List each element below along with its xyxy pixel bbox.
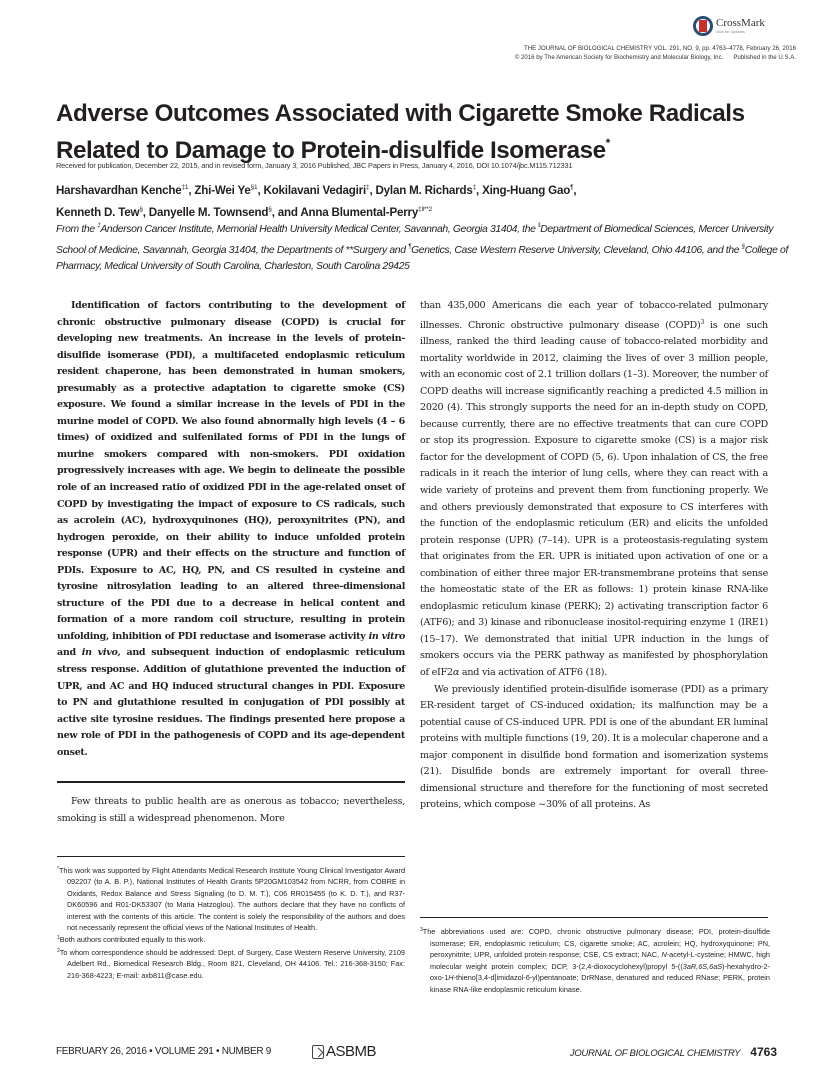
right-column xyxy=(420,298,768,814)
asbmb-logo: ASBMB xyxy=(312,1043,376,1060)
footnote-abbreviations: $^3$The abbreviations used are: COPD, chronic obstructive pulmonary disease; PDI, protein-disulfide isomerase; ER, endoplasmic reticulum; CS, cigarette smoke; AC, acrolein; HQ, hydroxyquinone; PN, peroxynitrite; UPR, unfolded protein response; CSE, CS extract; NAC, N-acetyl-L-cysteine; HMWC, high molecular weight protein complex; DCP, 3-(2,4-dioxocyclohexyl)propyl 5-((3aR,6S,6aS)-hexahydro-2-oxo-1H-thieno[3,4-d]imidazol-6-yl)pentanoate; DrRNase, denatured and reduced RNase; PERK, protein kinase RNA-like endoplasmic reticulum kinase. xyxy=(420,927,770,994)
introduction-start: Few threats to public health are as onerous as tobacco; nevertheless, smoking is still a widespread phenomenon. More xyxy=(57,796,405,824)
crossmark-icon xyxy=(693,16,713,36)
footnote-funding: *This work was supported by Flight Attendants Medical Research Institute Young Clinical Investigator Award 092207 (to A. B. P.), National Institutes of Health Grants 5P20GM103542 from NCRR, from COBRE in Oxidants, Redox Balance and Stress Signaling (to D. M. T.), C06 RR015455 (to K. D. T.), and R37-DK60596 and R01-DK53307 (to Maria Hatzoglou). The authors declare that they have no conflicts of interest with the contents of this article. The content is solely the responsibility of the authors and does not necessarily represent the official views of the National Institutes of Health. xyxy=(57,866,405,933)
footer-journal xyxy=(570,1045,777,1059)
crossmark-title: CrossMark xyxy=(716,17,765,29)
footnote-equal-contribution: $^1$Both authors contributed equally to this work. xyxy=(57,935,206,945)
author[interactable]: Danyelle M. Townsend§ xyxy=(148,206,272,219)
body-paragraph-2: We previously identified protein-disulfide isomerase (PDI) as a primary ER-resident target of CS-induced oxidation; its malfunction may be a potential cause of CS-induced UPR. PDI is one of the abundant ER luminal proteins with multiple functions (19, 20). It is a molecular chaperone and a major component in disulfide bond formation and isomerization systems (21). Disulfide bonds are extremely important for overall three-dimensional structure and therefore for the functioning of most secreted proteins, which compose ~30% of all proteins. As xyxy=(420,683,768,811)
footnote-correspondence: $^2$To whom correspondence should be addressed: Dept. of Surgery, Case Western Reserve University, 2109 Adelbert Rd., Biomedical Research Bldg., Room 821, Cleveland, OH 44106. Tel.: 216-368-3150; Fax: 216-368-4223; E-mail: axb811@case.edu. xyxy=(57,947,405,980)
asbmb-emblem-icon xyxy=(312,1045,324,1059)
footnote-divider-left xyxy=(57,856,405,857)
author[interactable]: Kenneth D. Tew§ xyxy=(56,206,143,219)
issue-info: FEBRUARY 26, 2016 • VOLUME 291 • NUMBER 9 xyxy=(56,1046,271,1057)
article-title xyxy=(56,100,786,165)
title-footnote-mark: * xyxy=(605,135,610,150)
author[interactable]: Xing-Huang Gao¶ xyxy=(482,184,574,197)
abstract-divider xyxy=(57,781,405,783)
author-list: Harshavardhan Kenche$^{\ddagger 1}$, Zhi-Wei Ye$^{\S 1}$, Kokilavani Vedagiri‡, Dylan M. Richards‡, Xing-Huang Gao¶, Kenneth D. Tew§, Danyelle M. Townsend§, and Anna Blumental-Perry$^{\ddagger‖**2}$ xyxy=(56,184,577,219)
crossmark-subtitle: click for updates xyxy=(716,29,745,34)
left-column xyxy=(57,298,405,761)
title-line-1: Adverse Outcomes Associated with Cigarette Smoke Radicals xyxy=(56,100,745,127)
author[interactable]: Anna Blumental-Perry$^{\ddagger‖**2}$ xyxy=(300,206,433,219)
author[interactable]: Kokilavani Vedagiri‡ xyxy=(263,184,370,197)
published-location: Published in the U.S.A. xyxy=(733,53,796,61)
journal-citation-line: THE JOURNAL OF BIOLOGICAL CHEMISTRY VOL. 291, NO. 9, pp. 4763–4778, February 26, 2016 xyxy=(524,45,796,52)
author[interactable]: Zhi-Wei Ye$^{\S 1}$ xyxy=(194,184,258,197)
page-number: 4763 xyxy=(750,1045,777,1059)
crossmark-badge[interactable] xyxy=(693,15,813,37)
author[interactable]: Harshavardhan Kenche$^{\ddagger 1}$ xyxy=(56,184,189,197)
footnote-divider-right xyxy=(420,917,768,918)
title-line-2: Related to Damage to Protein-disulfide Isomerase xyxy=(56,136,606,164)
affiliations: From the ‡Anderson Cancer Institute, Memorial Health University Medical Center, Savannah, Georgia 31404, the ‖Department of Biomedical Sciences, Mercer University School of Medicine, Savannah, Georgia 31404, the Departments of **Surgery and ¶Genetics, Case Western Reserve University, Cleveland, Ohio 44106, and the §College of Pharmacy, Medical University of South Carolina, Charleston, South Carolina 29425 xyxy=(56,223,789,272)
publication-history: Received for publication, December 22, 2015, and in revised form, January 3, 2016 Published, JBC Papers in Press, January 4, 2016, DOI 10.1074/jbc.M115.712331 xyxy=(56,161,573,170)
journal-header xyxy=(515,45,796,62)
abstract: Identification of factors contributing to the development of chronic obstructive pulmonary disease (COPD) is crucial for developing new treatments. An increase in the levels of protein-disulfide isomerase (PDI), a multifaceted endoplasmic reticulum resident chaperone, has been demonstrated in human smokers, presumably as a protective adaptation to cigarette smoke (CS) exposure. We found a similar increase in the levels of PDI in the murine model of COPD. We also found abnormally high levels (4 – 6 times) of oxidized and sulfenilated forms of PDI in the lungs of murine smokers compared with non-smokers. PDI oxidation progressively increases with age. We begin to delineate the possible role of an increased ratio of oxidized PDI in the age-related onset of COPD by investigating the impact of exposure to CS radicals, such as acrolein (AC), hydroxyquinones (HQ), peroxynitrites (PN), and hydrogen peroxide, on their ability to induce unfolded protein response (UPR) and their effects on the structure and function of PDIs. Exposure to AC, HQ, PN, and CS resulted in cysteine and tyrosine nitrosylation leading to an altered three-dimensional structure of the PDI due to a decrease in helical content and formation of a more random coil structure, resulting in protein unfolding, inhibition of PDI reductase and isomerase activity in vitro and in vivo, and subsequent induction of endoplasmic reticulum stress response. Addition of glutathione prevented the induction of UPR, and AC and HQ induced structural changes in PDI. Exposure to PN and glutathione resulted in conjugation of PDI possibly at active site tyrosine residues. The findings presented here propose a new role of PDI in the pathogenesis of COPD and its age-dependent onset. xyxy=(57,300,406,758)
copyright-line: © 2016 by The American Society for Biochemistry and Molecular Biology, Inc. xyxy=(514,53,724,61)
body-paragraph-1: than 435,000 Americans die each year of tobacco-related pulmonary illnesses. Chronic obstructive pulmonary disease (COPD)$^3$ is one such illness, ranked the third leading cause of tobacco-related morbidity and mortality worldwide in 2012, claiming the lives of over 3 million people, with an economic cost of 2.1 trillion dollars (1–3). Moreover, the number of COPD deaths will increase significantly reaching a predicted 4.5 million in 2020 (4). This strongly supports the need for an in-depth study on COPD, because currently, there are no effective treatments that can cure COPD or stop its progression. Exposure to cigarette smoke (CS) is a major risk factor for the development of COPD (5, 6). Upon inhalation of CS, the free radicals in it reach the interior of lung cells, where they can react with a wide variety of proteins and prevent them from functioning properly. We and others previously demonstrated that exposure to CS interferes with the function of the endoplasmic reticulum (ER) and elicits the unfolded protein response (UPR) (7–14). UPR is a proteostasis-regulating system that originates from the ER. UPR is initiated upon activation of one or a combination of either three major ER-transmembrane proteins that sense the homeostatic state of the ER as follows: 1) protein kinase RNA-like endoplasmic reticulum kinase (PERK); 2) activating transcription factor 6 (ATF6); and 3) kinase and ribonuclease inositol-requiring enzyme 1 (IRE1) (15–17). We demonstrated that initial UPR induction in the lungs of smokers occurs via the PERK pathway as manifested by phosphorylation of eIF2α and via activation of ATF6 (18). xyxy=(420,300,768,679)
journal-name: JOURNAL OF BIOLOGICAL CHEMISTRY xyxy=(569,1048,741,1059)
author[interactable]: Dylan M. Richards‡ xyxy=(375,184,477,197)
footnotes-left xyxy=(57,864,405,981)
